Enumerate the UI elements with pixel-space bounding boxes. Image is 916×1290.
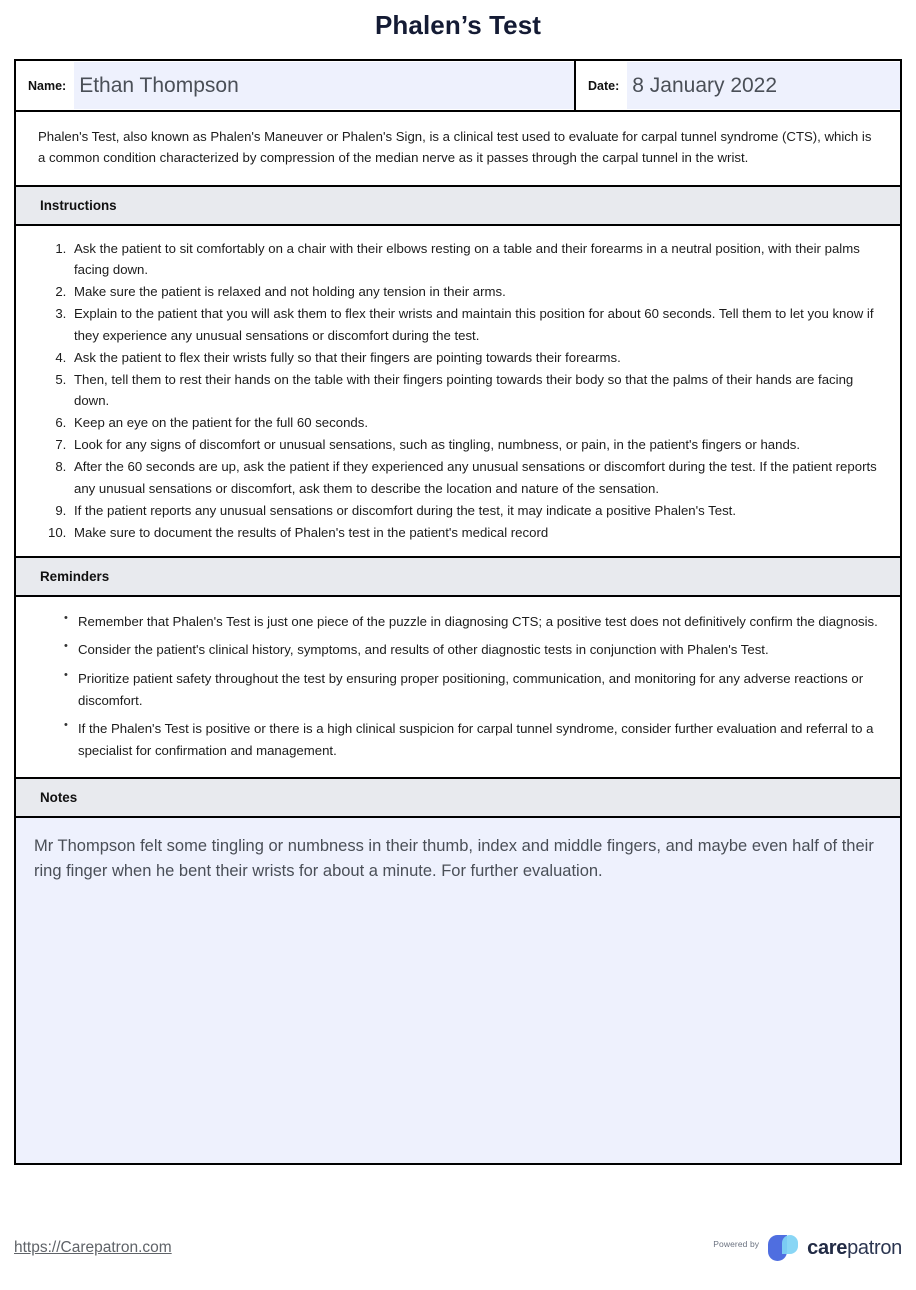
list-item: 10. Make sure to document the results of Phalen's test in the patient's medical record: [70, 522, 880, 544]
list-item: 8. After the 60 seconds are up, ask the patient if they experienced any unusual sensations or discomfort during the test. If the patient reports any unusual sensations or discomfort, ask them to describe the location and nature of the sensation.: [70, 456, 880, 499]
carepatron-logo-icon: [768, 1235, 798, 1261]
notes-heading: Notes: [16, 779, 900, 818]
name-input[interactable]: Ethan Thompson: [74, 62, 574, 109]
list-item: • Remember that Phalen's Test is just one piece of the puzzle in diagnosing CTS; a positive test does not definitively confirm the diagnosis.: [64, 611, 880, 633]
intro-paragraph: Phalen's Test, also known as Phalen's Maneuver or Phalen's Sign, is a clinical test used to evaluate for carpal tunnel syndrome (CTS), which is a common condition characterized by compression of the median nerve as it passes through the carpal tunnel in the wrist.: [16, 112, 900, 187]
instructions-heading: Instructions: [16, 187, 900, 226]
wordmark-bold: care: [807, 1236, 848, 1259]
reminders-list: [36, 611, 880, 761]
list-item: 4. Ask the patient to flex their wrists fully so that their fingers are pointing towards their forearms.: [70, 347, 880, 369]
page-footer: [0, 1220, 916, 1276]
logo-blob-light: [782, 1235, 798, 1254]
form-frame: [14, 59, 902, 1165]
list-item: • Consider the patient's clinical history, symptoms, and results of other diagnostic tests in conjunction with Phalen's Test.: [64, 639, 880, 661]
date-field-group: [576, 61, 900, 110]
list-item: 6. Keep an eye on the patient for the full 60 seconds.: [70, 412, 880, 434]
list-item: 3. Explain to the patient that you will ask them to flex their wrists and maintain this position for about 60 seconds. Tell them to let you know if they experience any unusual sensations or discomfort during the test.: [70, 303, 880, 346]
page-title: Phalen’s Test: [374, 10, 542, 40]
carepatron-wordmark: [807, 1237, 902, 1260]
list-item: 7. Look for any signs of discomfort or unusual sensations, such as tingling, numbness, or pain, in the patient's fingers or hands.: [70, 434, 880, 456]
instructions-list: [36, 238, 880, 544]
name-label: Name:: [28, 78, 67, 93]
powered-by-label: Powered by: [713, 1238, 760, 1249]
reminders-heading: Reminders: [16, 558, 900, 597]
notes-input[interactable]: Mr Thompson felt some tingling or numbness in their thumb, index and middle fingers, and maybe even half of their ring finger when he bent their wrists for about a minute. For further evaluation.: [16, 818, 900, 1163]
list-item: 2. Make sure the patient is relaxed and not holding any tension in their arms.: [70, 281, 880, 303]
list-item: 9. If the patient reports any unusual sensations or discomfort during the test, it may indicate a positive Phalen's Test.: [70, 500, 880, 522]
reminders-body: [16, 597, 900, 779]
list-item: 1. Ask the patient to sit comfortably on a chair with their elbows resting on a table and their forearms in a neutral position, with their palms facing down.: [70, 238, 880, 281]
carepatron-branding: [713, 1235, 902, 1261]
date-label: Date:: [588, 78, 620, 93]
date-input[interactable]: 8 January 2022: [627, 62, 900, 109]
wordmark-light: patron: [847, 1236, 902, 1259]
instructions-body: [16, 226, 900, 558]
list-item: • If the Phalen's Test is positive or there is a high clinical suspicion for carpal tunnel syndrome, consider further evaluation and referral to a specialist for confirmation and management.: [64, 718, 880, 761]
list-item: 5. Then, tell them to rest their hands on the table with their fingers pointing towards their body so that the palms of their hands are facing down.: [70, 369, 880, 412]
carepatron-url-link[interactable]: https://Carepatron.com: [14, 1239, 172, 1256]
name-field-group: [16, 61, 576, 110]
list-item: • Prioritize patient safety throughout the test by ensuring proper positioning, communication, and monitoring for any adverse reactions or discomfort.: [64, 668, 880, 711]
identity-row: [16, 61, 900, 112]
